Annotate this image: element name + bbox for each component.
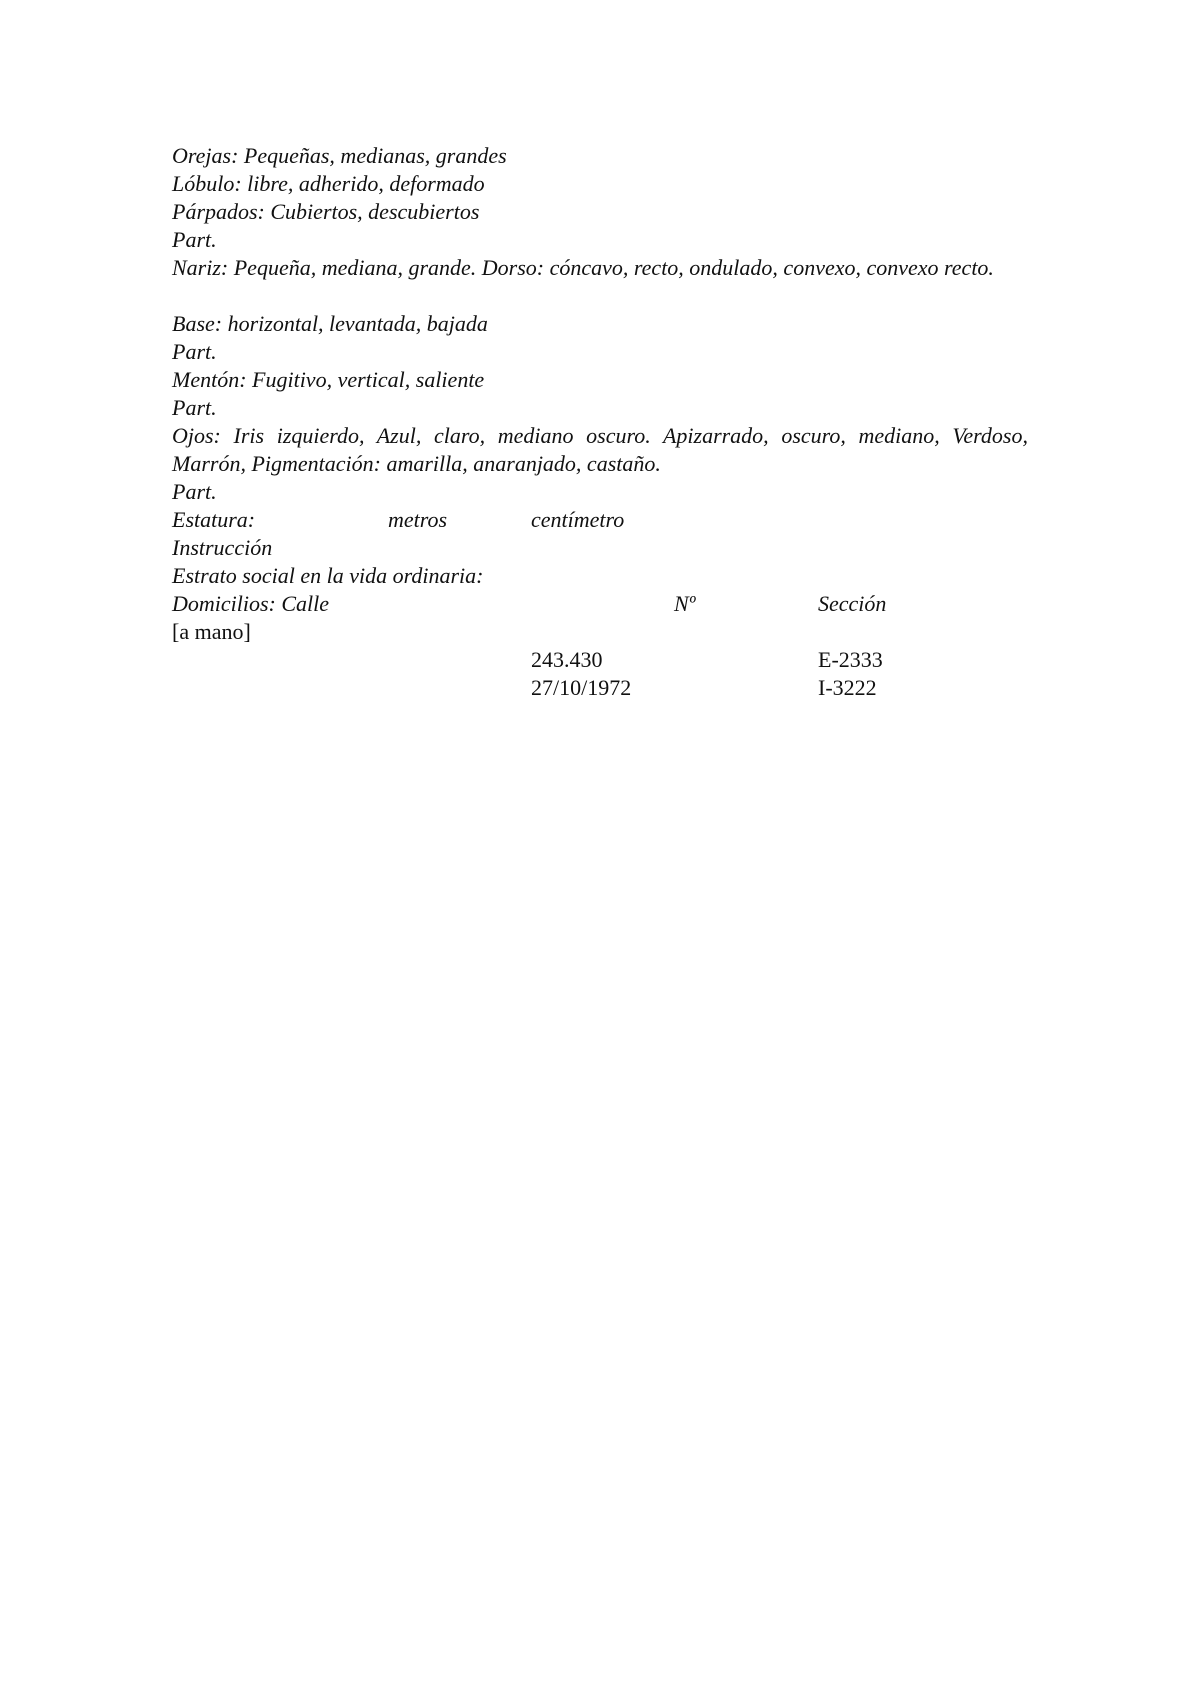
- handwritten-code: E-2333: [818, 647, 883, 672]
- field-estrato: Estrato social en la vida ordinaria:: [172, 563, 484, 588]
- handwritten-number: 243.430: [531, 647, 603, 672]
- estatura-metros: metros: [388, 507, 448, 532]
- field-instruccion: Instrucción: [172, 535, 273, 560]
- handwritten-code: I-3222: [818, 675, 877, 700]
- handwritten-date: 27/10/1972: [531, 675, 632, 700]
- field-part: Part.: [172, 339, 217, 364]
- field-ojos: Ojos: Iris izquierdo, Azul, claro, mediano oscuro. Apizarrado, oscuro, mediano, Verdoso, Marrón, Pigmentación: amarilla, anaranjado, castaño.: [172, 423, 1028, 476]
- field-parpados: Párpados: Cubiertos, descubiertos: [172, 199, 480, 224]
- field-orejas: Orejas: Pequeñas, medianas, grandes: [172, 143, 507, 168]
- field-nariz: Nariz: Pequeña, mediana, grande. Dorso: cóncavo, recto, ondulado, convexo, convexo recto.: [172, 255, 994, 280]
- field-lobulo: Lóbulo: libre, adherido, deformado: [172, 171, 485, 196]
- field-part: Part.: [172, 395, 217, 420]
- field-estatura: Estatura:: [172, 507, 256, 532]
- field-domicilios: Domicilios: Calle: [172, 591, 330, 616]
- editor-note-a-mano: [a mano]: [172, 619, 251, 644]
- field-base: Base: horizontal, levantada, bajada: [172, 311, 488, 336]
- estatura-centimetro: centímetro: [531, 507, 625, 532]
- field-part: Part.: [172, 479, 217, 504]
- field-menton: Mentón: Fugitivo, vertical, saliente: [172, 367, 485, 392]
- field-part: Part.: [172, 227, 217, 252]
- domicilio-seccion: Sección: [818, 591, 887, 616]
- domicilio-numero: Nº: [674, 591, 696, 616]
